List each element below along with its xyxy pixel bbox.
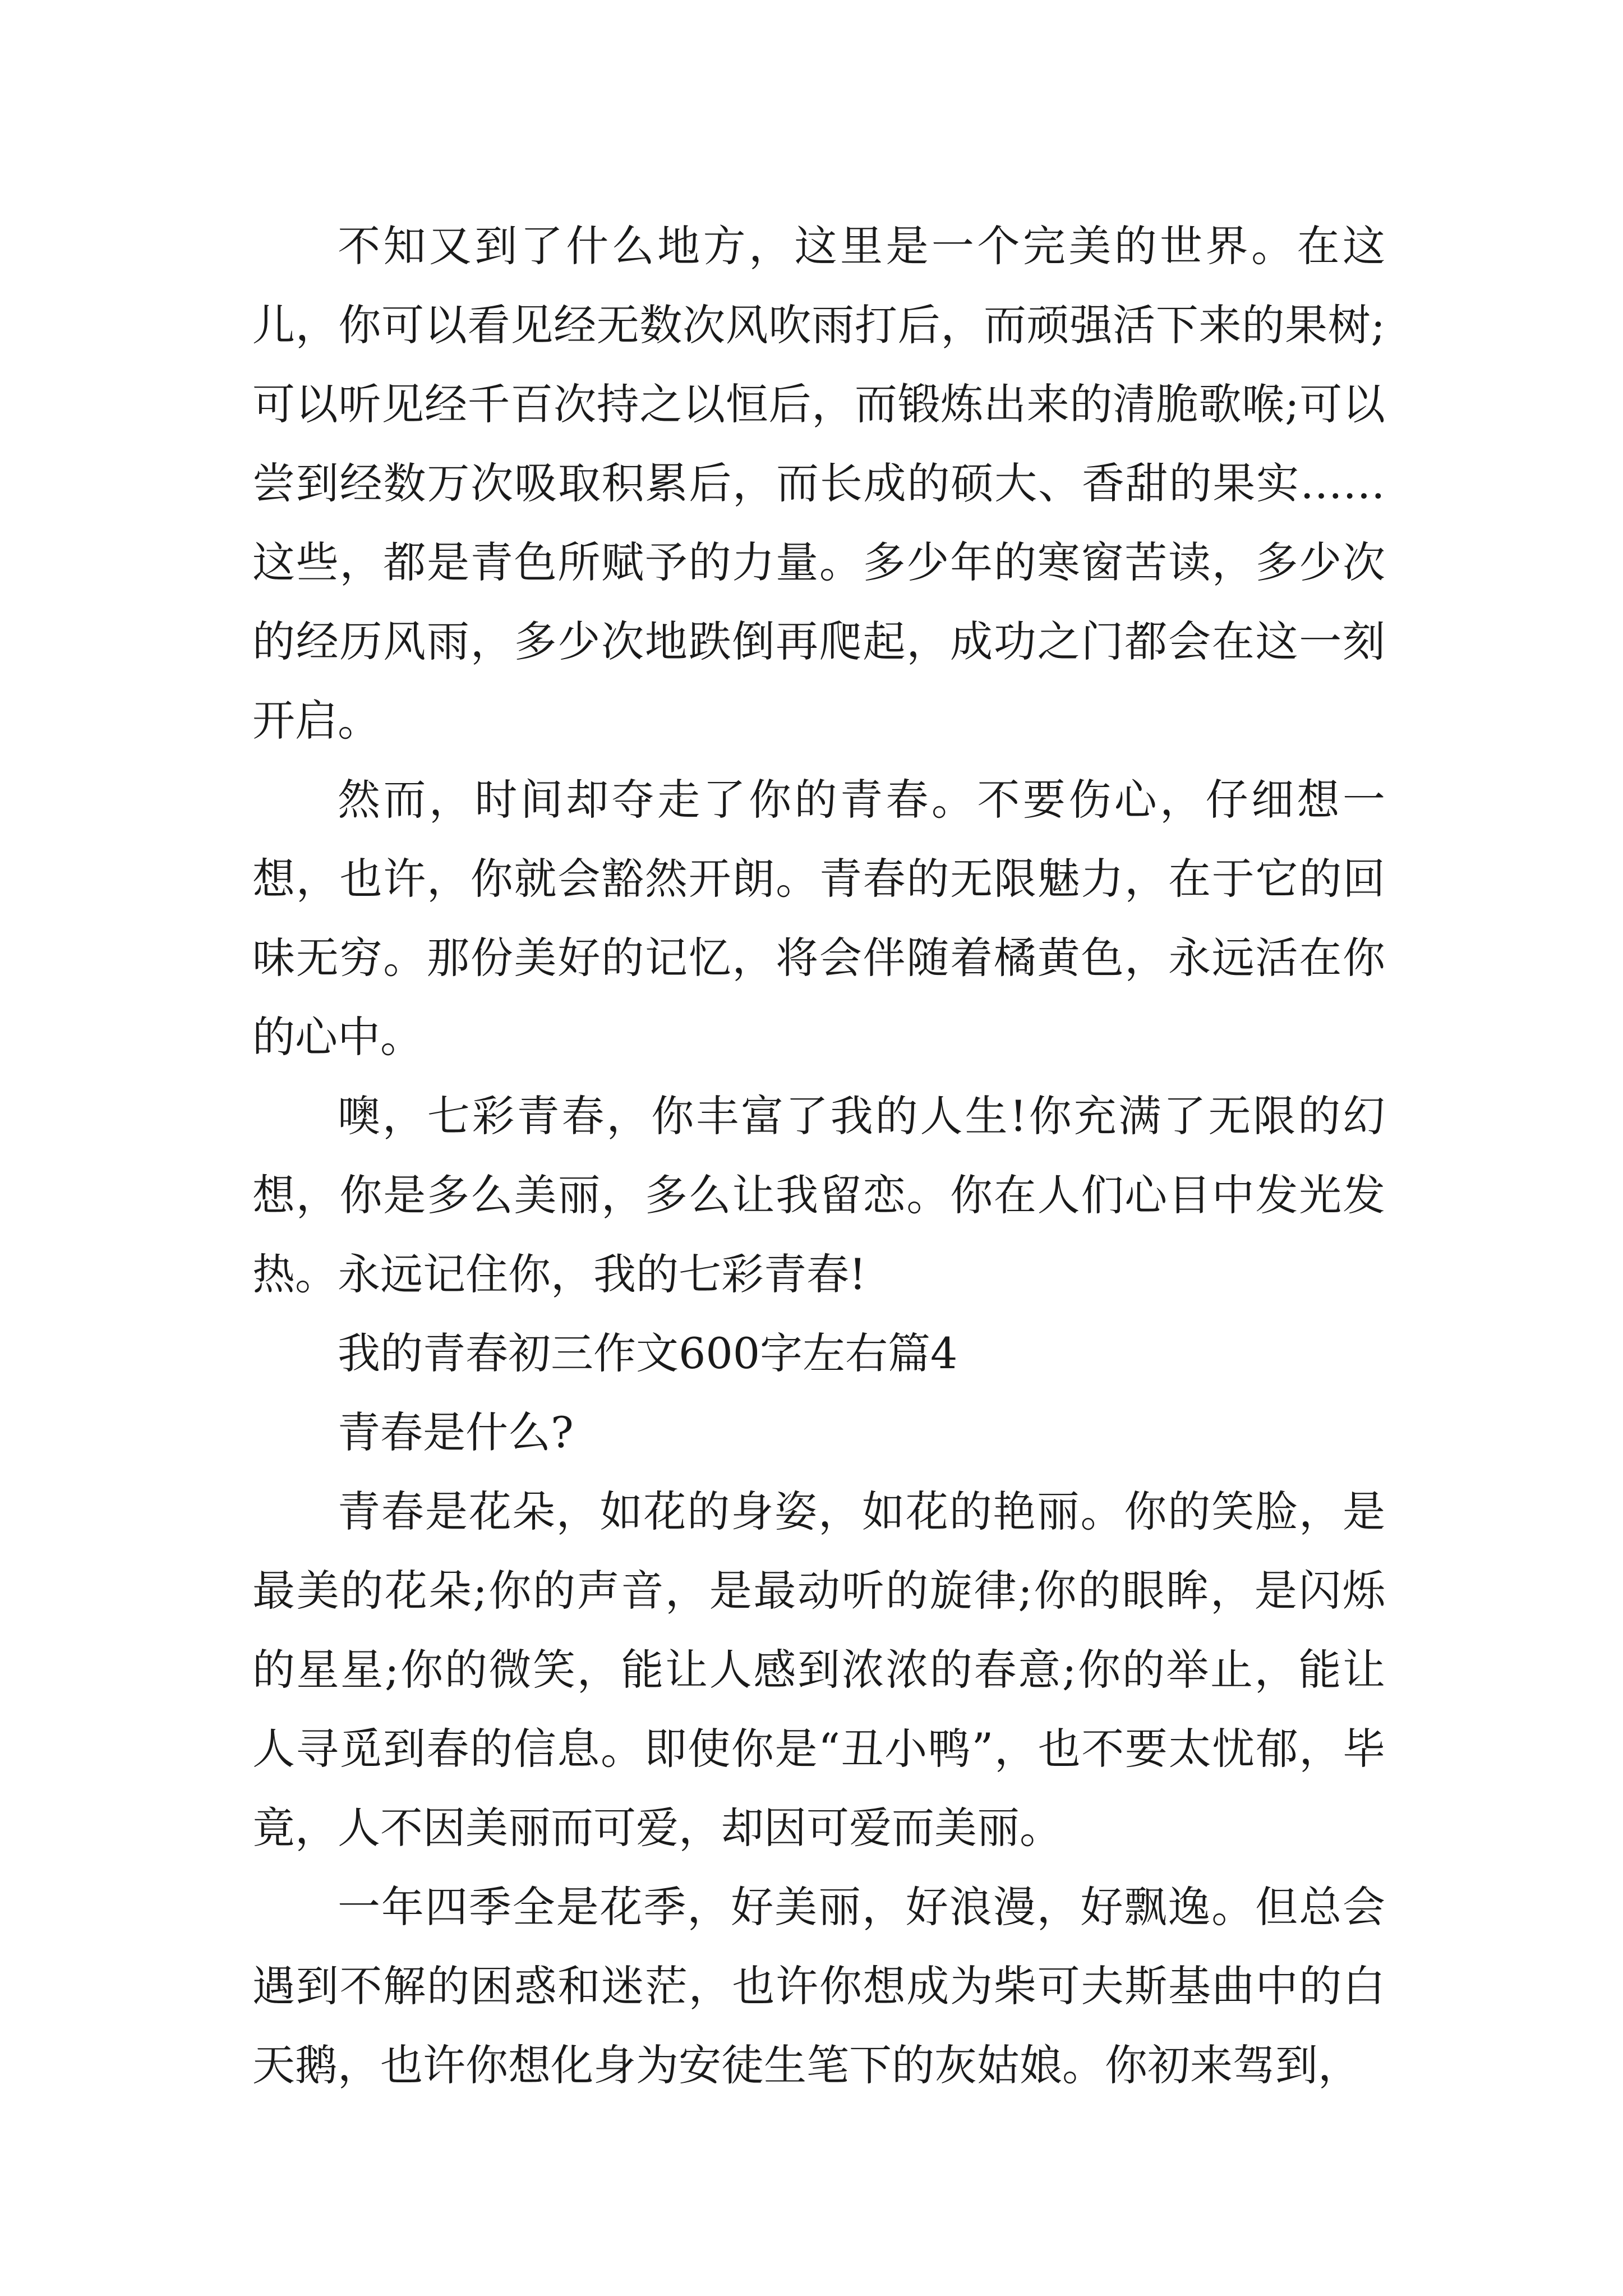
question-line: 青春是什么? [338, 1407, 574, 1457]
paragraph-3: 噢，七彩青春，你丰富了我的人生!你充满了无限的幻想，你是多么美丽，多么让我留恋。你在人们心目中发光发热。永远记住你，我的七彩青春! [252, 1091, 1385, 1299]
paragraph-1: 不知又到了什么地方，这里是一个完美的世界。在这儿，你可以看见经无数次风吹雨打后，而顽强活下来的果树;可以听见经千百次持之以恒后，而锻炼出来的清脆歌喉;可以尝到经数万次吸取积累后，而长成的硕大、香甜的果实……这些，都是青色所赋予的力量。多少年的寒窗苦读，多少次的经历风雨，多少次地跌倒再爬起，成功之门都会在这一刻开启。 [252, 221, 1385, 746]
paragraph-4: 青春是花朵，如花的身姿，如花的艳丽。你的笑脸，是最美的花朵;你的声音，是最动听的旋律;你的眼眸，是闪烁的星星;你的微笑，能让人感到浓浓的春意;你的举止，能让人寻觅到春的信息。即使你是“丑小鸭”，也不要太忧郁，毕竟，人不因美丽而可爱，却因可爱而美丽。 [252, 1487, 1385, 1853]
paragraph-5: 一年四季全是花季，好美丽，好浪漫，好飘逸。但总会遇到不解的困惑和迷茫，也许你想成为柴可夫斯基曲中的白天鹅，也许你想化身为安徒生笔下的灰姑娘。你初来驾到， [252, 1882, 1385, 2090]
document-body [252, 206, 1385, 2105]
paragraph-2: 然而，时间却夺走了你的青春。不要伤心，仔细想一想，也许，你就会豁然开朗。青春的无限魅力，在于它的回味无穷。那份美好的记忆，将会伴随着橘黄色，永远活在你的心中。 [252, 775, 1385, 1062]
section-heading: 我的青春初三作文600字左右篇4 [338, 1328, 958, 1378]
